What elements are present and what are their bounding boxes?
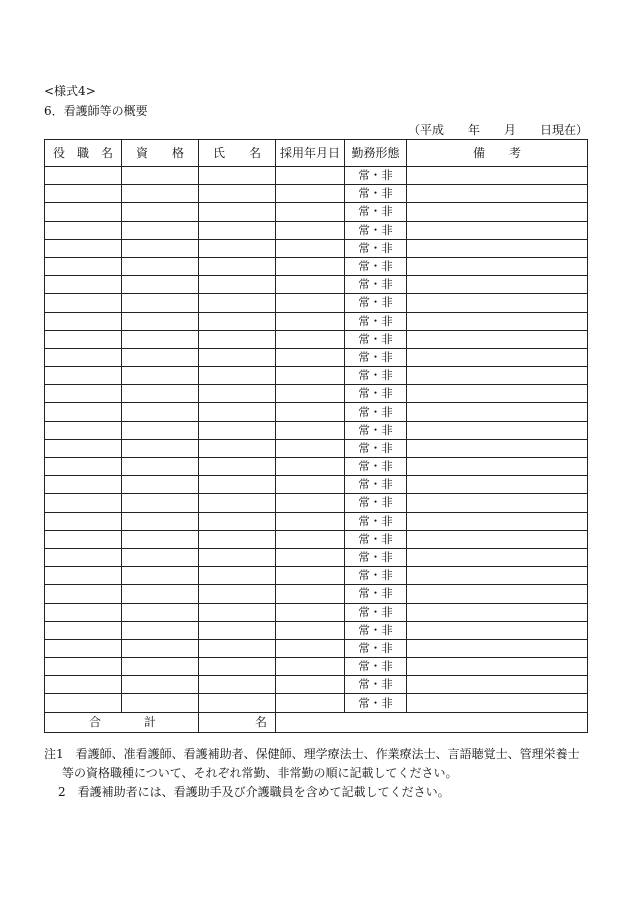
table-row	[45, 403, 588, 421]
work-form-cell: 常・非	[345, 530, 407, 548]
total-label-right: 計	[143, 714, 156, 729]
qualification-cell[interactable]	[122, 639, 199, 657]
table-row	[45, 167, 588, 185]
name-cell[interactable]	[199, 476, 276, 494]
qualification-cell[interactable]	[122, 348, 199, 366]
remarks-cell[interactable]	[407, 367, 588, 385]
qualification-cell[interactable]	[122, 185, 199, 203]
remarks-cell[interactable]	[407, 421, 588, 439]
table-row	[45, 494, 588, 512]
table-header-row	[45, 140, 588, 167]
hire-date-cell[interactable]	[276, 494, 345, 512]
hire-date-cell[interactable]	[276, 257, 345, 275]
hire-date-cell[interactable]	[276, 530, 345, 548]
table-row	[45, 603, 588, 621]
position-cell[interactable]	[45, 585, 122, 603]
position-cell[interactable]	[45, 458, 122, 476]
remarks-cell[interactable]	[407, 639, 588, 657]
work-form-cell: 常・非	[345, 494, 407, 512]
table-row	[45, 458, 588, 476]
work-form-cell: 常・非	[345, 694, 407, 712]
remarks-cell[interactable]	[407, 403, 588, 421]
remarks-cell[interactable]	[407, 239, 588, 257]
qualification-cell[interactable]	[122, 330, 199, 348]
hire-date-cell[interactable]	[276, 621, 345, 639]
position-cell[interactable]	[45, 312, 122, 330]
work-form-cell: 常・非	[345, 421, 407, 439]
position-cell[interactable]	[45, 348, 122, 366]
position-cell[interactable]	[45, 385, 122, 403]
name-cell[interactable]	[199, 294, 276, 312]
name-cell[interactable]	[199, 512, 276, 530]
remarks-cell[interactable]	[407, 694, 588, 712]
remarks-cell[interactable]	[407, 312, 588, 330]
name-cell[interactable]	[199, 367, 276, 385]
table-row	[45, 257, 588, 275]
qualification-cell[interactable]	[122, 167, 199, 185]
position-cell[interactable]	[45, 621, 122, 639]
table-row	[45, 367, 588, 385]
remarks-cell[interactable]	[407, 294, 588, 312]
table-row	[45, 585, 588, 603]
hire-date-cell[interactable]	[276, 312, 345, 330]
hire-date-cell[interactable]	[276, 294, 345, 312]
name-cell[interactable]	[199, 621, 276, 639]
qualification-cell[interactable]	[122, 221, 199, 239]
position-cell[interactable]	[45, 694, 122, 712]
name-cell[interactable]	[199, 257, 276, 275]
form-number-label: <様式4>	[44, 84, 96, 98]
remarks-cell[interactable]	[407, 548, 588, 566]
position-cell[interactable]	[45, 185, 122, 203]
total-unit: 名	[254, 714, 267, 729]
work-form-cell: 常・非	[345, 639, 407, 657]
qualification-cell[interactable]	[122, 530, 199, 548]
table-row	[45, 203, 588, 221]
position-cell[interactable]	[45, 639, 122, 657]
table-row	[45, 239, 588, 257]
qualification-cell[interactable]	[122, 312, 199, 330]
hire-date-cell[interactable]	[276, 603, 345, 621]
hire-date-cell[interactable]	[276, 276, 345, 294]
work-form-cell: 常・非	[345, 257, 407, 275]
position-cell[interactable]	[45, 367, 122, 385]
qualification-cell[interactable]	[122, 257, 199, 275]
work-form-cell: 常・非	[345, 239, 407, 257]
name-cell[interactable]	[199, 276, 276, 294]
work-form-cell: 常・非	[345, 348, 407, 366]
table-row	[45, 439, 588, 457]
name-cell[interactable]	[199, 676, 276, 694]
remarks-cell[interactable]	[407, 585, 588, 603]
hire-date-cell[interactable]	[276, 548, 345, 566]
position-cell[interactable]	[45, 512, 122, 530]
table-row	[45, 658, 588, 676]
table-row	[45, 676, 588, 694]
total-blank-cell	[276, 712, 588, 732]
total-row	[45, 712, 588, 732]
work-form-cell: 常・非	[345, 458, 407, 476]
remarks-cell[interactable]	[407, 530, 588, 548]
position-cell[interactable]	[45, 294, 122, 312]
remarks-cell[interactable]	[407, 603, 588, 621]
name-cell[interactable]	[199, 458, 276, 476]
qualification-cell[interactable]	[122, 239, 199, 257]
name-cell[interactable]	[199, 494, 276, 512]
header-hire-date: 採用年月日	[276, 140, 345, 167]
hire-date-cell[interactable]	[276, 658, 345, 676]
name-cell[interactable]	[199, 330, 276, 348]
header-remarks: 備 考	[407, 140, 588, 167]
remarks-cell[interactable]	[407, 276, 588, 294]
position-cell[interactable]	[45, 276, 122, 294]
hire-date-cell[interactable]	[276, 367, 345, 385]
remarks-cell[interactable]	[407, 257, 588, 275]
name-cell[interactable]	[199, 185, 276, 203]
work-form-cell: 常・非	[345, 439, 407, 457]
position-cell[interactable]	[45, 203, 122, 221]
hire-date-cell[interactable]	[276, 185, 345, 203]
total-label-left: 合	[89, 714, 102, 729]
work-form-cell: 常・非	[345, 312, 407, 330]
remarks-cell[interactable]	[407, 203, 588, 221]
note-1-continued: 等の資格職種について、それぞれ常勤、非常勤の順に記載してください。	[62, 766, 458, 780]
qualification-cell[interactable]	[122, 403, 199, 421]
name-cell[interactable]	[199, 385, 276, 403]
name-cell[interactable]	[199, 567, 276, 585]
table-row	[45, 694, 588, 712]
remarks-cell[interactable]	[407, 567, 588, 585]
work-form-cell: 常・非	[345, 567, 407, 585]
name-cell[interactable]	[199, 403, 276, 421]
notes-section	[44, 745, 604, 802]
name-cell[interactable]	[199, 658, 276, 676]
qualification-cell[interactable]	[122, 658, 199, 676]
work-form-cell: 常・非	[345, 330, 407, 348]
qualification-cell[interactable]	[122, 385, 199, 403]
table-row	[45, 567, 588, 585]
qualification-cell[interactable]	[122, 548, 199, 566]
total-label-cell	[45, 712, 199, 732]
work-form-cell: 常・非	[345, 476, 407, 494]
position-cell[interactable]	[45, 239, 122, 257]
position-cell[interactable]	[45, 476, 122, 494]
position-cell[interactable]	[45, 658, 122, 676]
remarks-cell[interactable]	[407, 185, 588, 203]
name-cell[interactable]	[199, 348, 276, 366]
table-row	[45, 348, 588, 366]
remarks-cell[interactable]	[407, 167, 588, 185]
work-form-cell: 常・非	[345, 203, 407, 221]
position-cell[interactable]	[45, 221, 122, 239]
hire-date-cell[interactable]	[276, 348, 345, 366]
header-work-form: 勤務形態	[345, 140, 407, 167]
work-form-cell: 常・非	[345, 548, 407, 566]
qualification-cell[interactable]	[122, 494, 199, 512]
header-name: 氏 名	[199, 140, 276, 167]
position-cell[interactable]	[45, 403, 122, 421]
table-row	[45, 512, 588, 530]
table-row	[45, 421, 588, 439]
position-cell[interactable]	[45, 676, 122, 694]
work-form-cell: 常・非	[345, 367, 407, 385]
position-cell[interactable]	[45, 494, 122, 512]
hire-date-cell[interactable]	[276, 167, 345, 185]
work-form-cell: 常・非	[345, 385, 407, 403]
table-row	[45, 385, 588, 403]
name-cell[interactable]	[199, 167, 276, 185]
work-form-cell: 常・非	[345, 676, 407, 694]
qualification-cell[interactable]	[122, 276, 199, 294]
name-cell[interactable]	[199, 312, 276, 330]
name-cell[interactable]	[199, 530, 276, 548]
work-form-cell: 常・非	[345, 403, 407, 421]
qualification-cell[interactable]	[122, 476, 199, 494]
hire-date-cell[interactable]	[276, 385, 345, 403]
name-cell[interactable]	[199, 221, 276, 239]
hire-date-cell[interactable]	[276, 585, 345, 603]
staff-table-body	[45, 167, 588, 713]
note-2: 2 看護補助者には、看護助手及び介護職員を含めて記載してください。	[58, 785, 450, 799]
nursing-staff-table	[44, 139, 588, 733]
name-cell[interactable]	[199, 439, 276, 457]
work-form-cell: 常・非	[345, 621, 407, 639]
table-row	[45, 330, 588, 348]
position-cell[interactable]	[45, 530, 122, 548]
hire-date-cell[interactable]	[276, 439, 345, 457]
qualification-cell[interactable]	[122, 694, 199, 712]
table-row	[45, 530, 588, 548]
hire-date-cell[interactable]	[276, 421, 345, 439]
position-cell[interactable]	[45, 330, 122, 348]
hire-date-cell[interactable]	[276, 203, 345, 221]
work-form-cell: 常・非	[345, 512, 407, 530]
hire-date-cell[interactable]	[276, 567, 345, 585]
work-form-cell: 常・非	[345, 167, 407, 185]
qualification-cell[interactable]	[122, 621, 199, 639]
hire-date-cell[interactable]	[276, 458, 345, 476]
name-cell[interactable]	[199, 639, 276, 657]
remarks-cell[interactable]	[407, 348, 588, 366]
hire-date-cell[interactable]	[276, 676, 345, 694]
table-row	[45, 185, 588, 203]
table-row	[45, 294, 588, 312]
position-cell[interactable]	[45, 567, 122, 585]
name-cell[interactable]	[199, 239, 276, 257]
qualification-cell[interactable]	[122, 512, 199, 530]
hire-date-cell[interactable]	[276, 694, 345, 712]
table-row	[45, 221, 588, 239]
name-cell[interactable]	[199, 603, 276, 621]
hire-date-cell[interactable]	[276, 512, 345, 530]
header-qualification: 資 格	[122, 140, 199, 167]
qualification-cell[interactable]	[122, 458, 199, 476]
qualification-cell[interactable]	[122, 676, 199, 694]
work-form-cell: 常・非	[345, 221, 407, 239]
position-cell[interactable]	[45, 548, 122, 566]
remarks-cell[interactable]	[407, 494, 588, 512]
remarks-cell[interactable]	[407, 512, 588, 530]
header-position: 役 職 名	[45, 140, 122, 167]
work-form-cell: 常・非	[345, 294, 407, 312]
name-cell[interactable]	[199, 548, 276, 566]
table-row	[45, 312, 588, 330]
qualification-cell[interactable]	[122, 203, 199, 221]
name-cell[interactable]	[199, 585, 276, 603]
table-row	[45, 548, 588, 566]
qualification-cell[interactable]	[122, 421, 199, 439]
name-cell[interactable]	[199, 203, 276, 221]
remarks-cell[interactable]	[407, 658, 588, 676]
hire-date-cell[interactable]	[276, 639, 345, 657]
remarks-cell[interactable]	[407, 330, 588, 348]
note-1: 注1 看護師、准看護師、看護補助者、保健師、理学療法士、作業療法士、言語聴覚士、管理栄養士	[44, 747, 580, 761]
work-form-cell: 常・非	[345, 276, 407, 294]
qualification-cell[interactable]	[122, 585, 199, 603]
remarks-cell[interactable]	[407, 439, 588, 457]
hire-date-cell[interactable]	[276, 403, 345, 421]
work-form-cell: 常・非	[345, 603, 407, 621]
qualification-cell[interactable]	[122, 567, 199, 585]
position-cell[interactable]	[45, 421, 122, 439]
table-row	[45, 476, 588, 494]
table-row	[45, 639, 588, 657]
position-cell[interactable]	[45, 439, 122, 457]
position-cell[interactable]	[45, 167, 122, 185]
name-cell[interactable]	[199, 421, 276, 439]
remarks-cell[interactable]	[407, 621, 588, 639]
table-row	[45, 621, 588, 639]
qualification-cell[interactable]	[122, 294, 199, 312]
remarks-cell[interactable]	[407, 385, 588, 403]
qualification-cell[interactable]	[122, 367, 199, 385]
total-count-cell	[199, 712, 276, 732]
hire-date-cell[interactable]	[276, 239, 345, 257]
position-cell[interactable]	[45, 603, 122, 621]
work-form-cell: 常・非	[345, 185, 407, 203]
qualification-cell[interactable]	[122, 439, 199, 457]
position-cell[interactable]	[45, 257, 122, 275]
as-of-date-line: （平成 年 月 日現在）	[408, 123, 589, 137]
qualification-cell[interactable]	[122, 603, 199, 621]
work-form-cell: 常・非	[345, 658, 407, 676]
remarks-cell[interactable]	[407, 221, 588, 239]
table-row	[45, 276, 588, 294]
section-title: 6．看護師等の概要	[44, 104, 148, 118]
remarks-cell[interactable]	[407, 676, 588, 694]
remarks-cell[interactable]	[407, 458, 588, 476]
work-form-cell: 常・非	[345, 585, 407, 603]
hire-date-cell[interactable]	[276, 330, 345, 348]
remarks-cell[interactable]	[407, 476, 588, 494]
hire-date-cell[interactable]	[276, 221, 345, 239]
hire-date-cell[interactable]	[276, 476, 345, 494]
name-cell[interactable]	[199, 694, 276, 712]
